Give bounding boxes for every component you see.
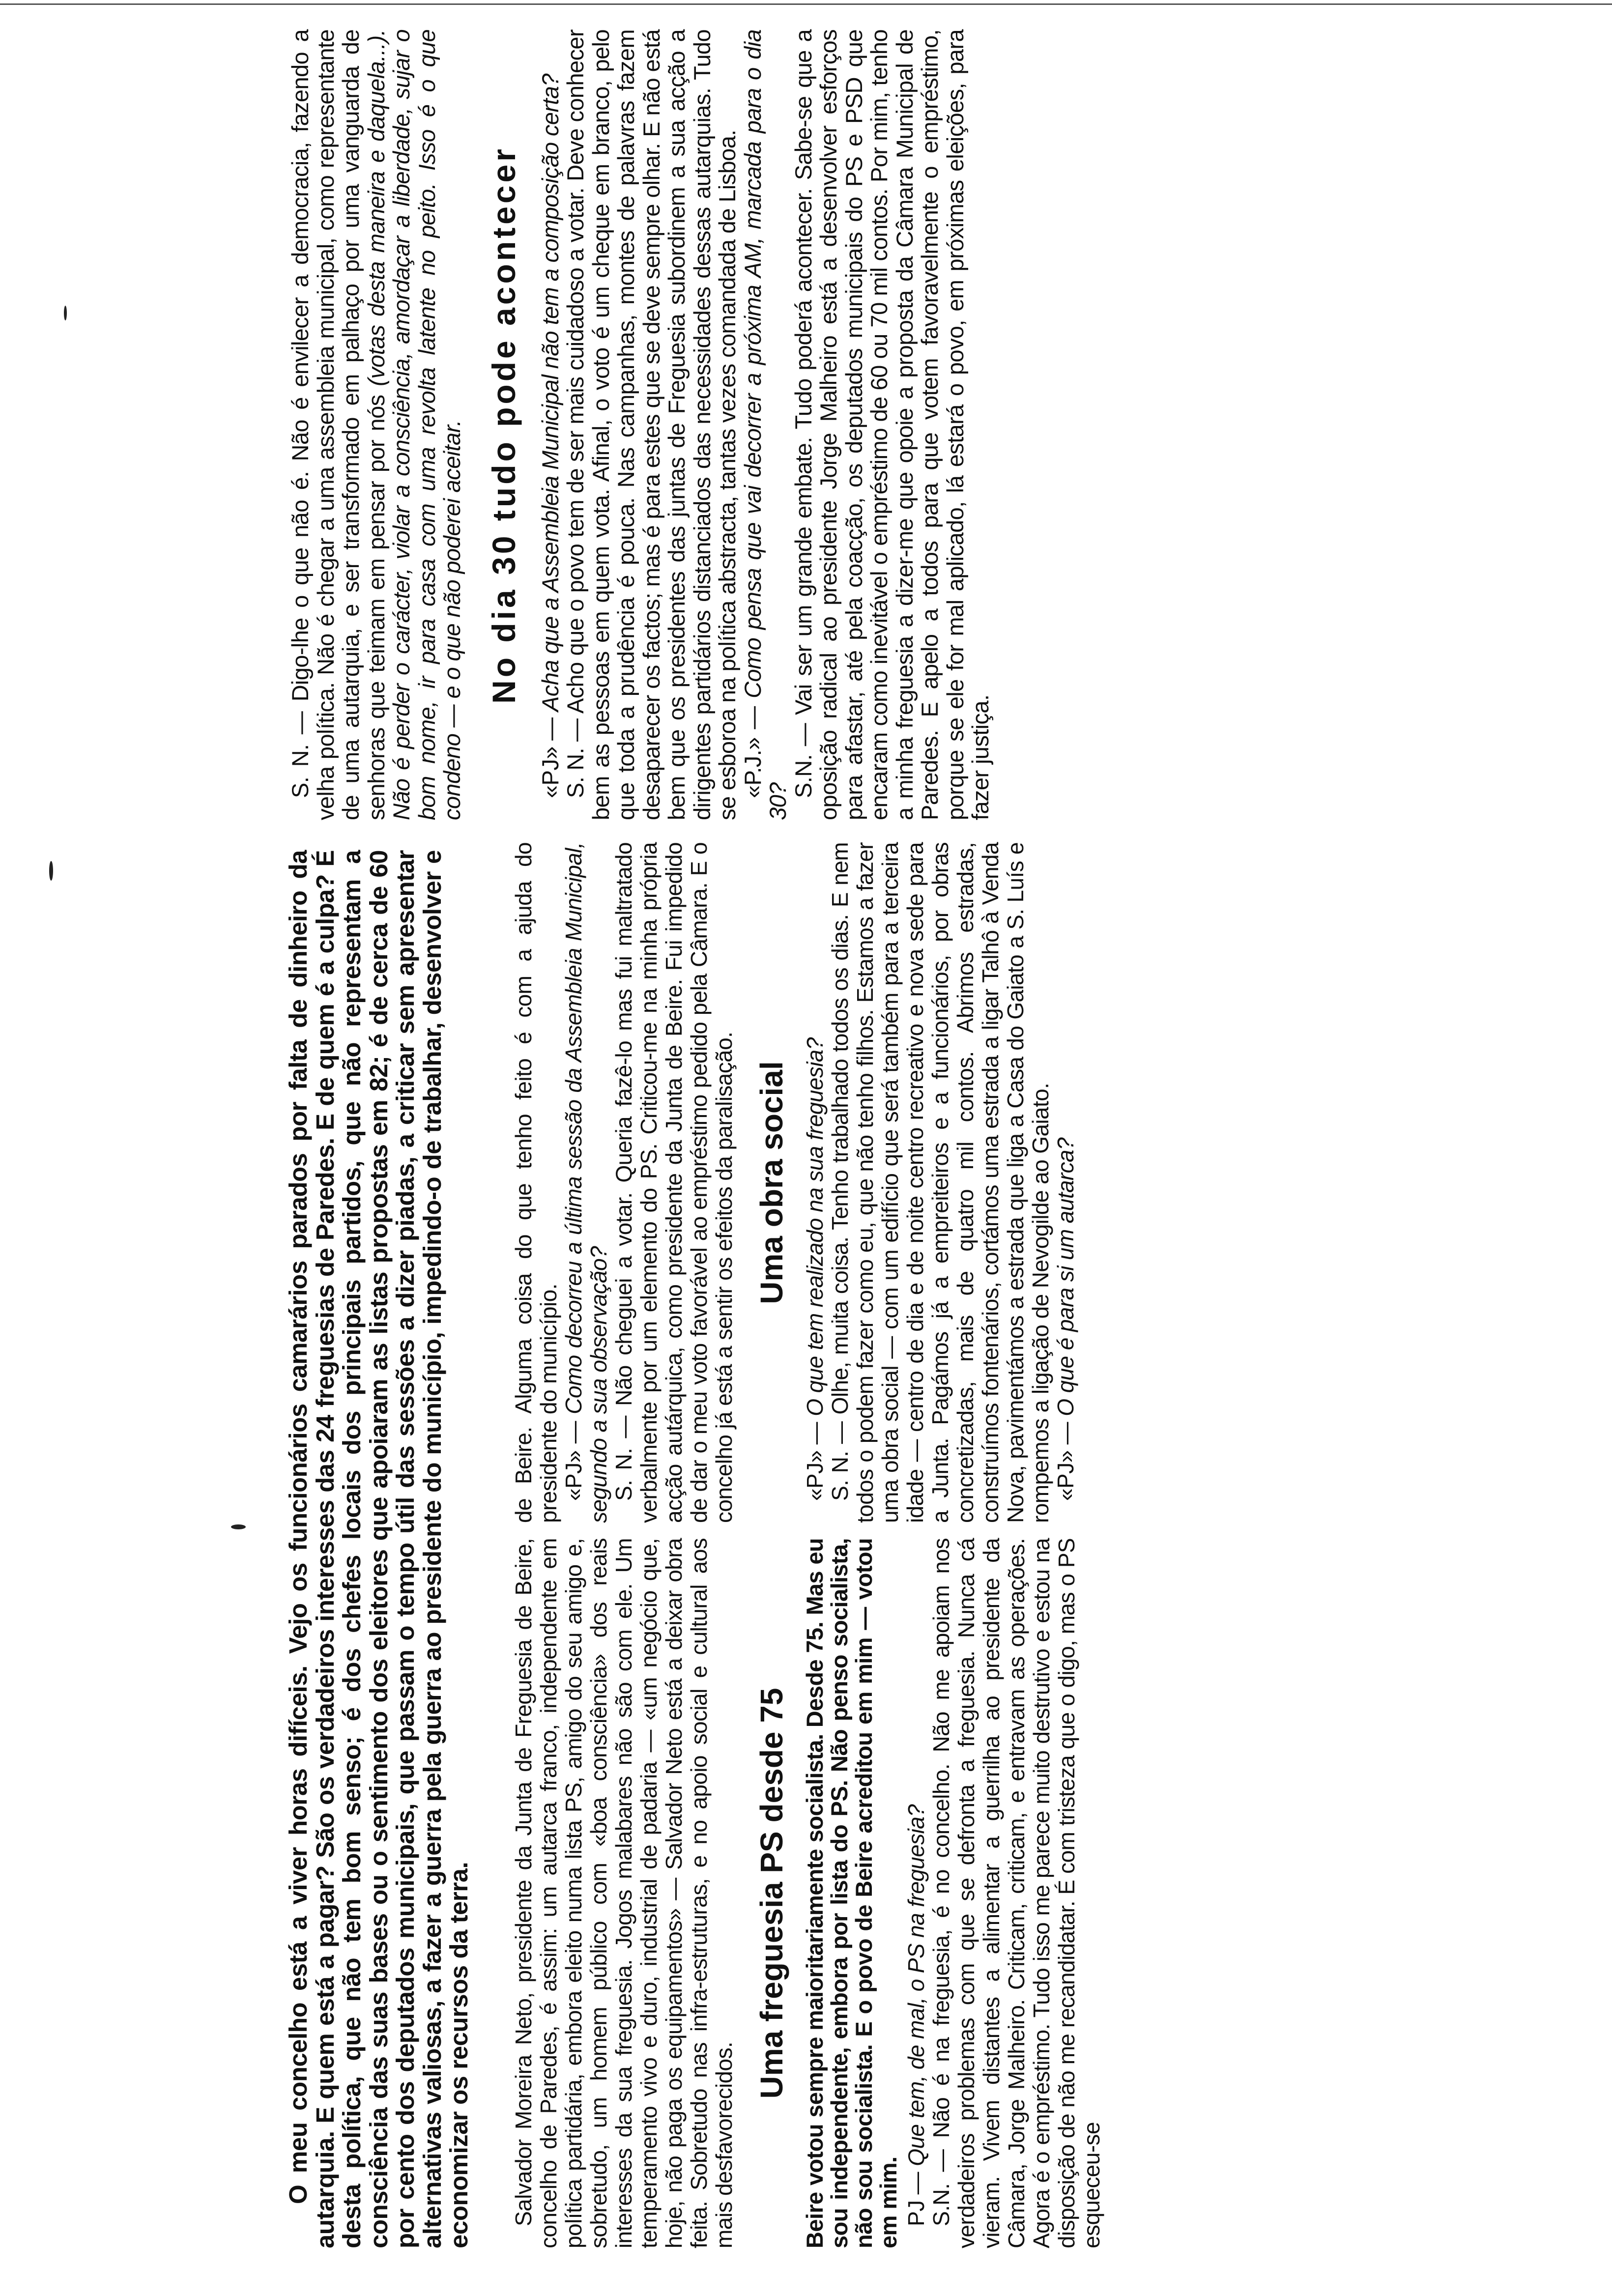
speaker: «P.J.» — [739,698,766,798]
question [1053,842,1078,1523]
question [561,842,611,1523]
section-heading-freguesia: Uma freguesia PS desde 75 [754,1688,789,2099]
intro-paragraph: O meu concelho está a viver horas difíceis. Vejo os funcionários camarários parados por falta de dinheiro da autarquia. E quem está a pagar? São os verdadeiros interesses das 24 freguesias de Paredes. E de quem é a culpa? É desta política, que não tem bom senso; é dos chefes locais dos principais partidos, que não representam a consciência das suas bases ou o sentimento dos eleitores que apoiaram as listas propostas em 82; é de cerca de 60 por cento dos deputados municipais, que passam o tempo útil das sessões a dizer piadas, a criticar sem apresentar alternativas valiosas, a fazer a guerra pela guerra ao presidente do município, impedindo-o de trabalhar, desenvolver e economizar os recursos da terra. [284,850,473,2248]
scan-speck [64,306,67,320]
column-1 [511,1538,1104,2248]
section-heading-dia-30: No dia 30 tudo pode acontecer [485,146,522,704]
answer: S.N. — Não é na freguesia, é no concelho. Não me apoiam nos verdadeiros problemas com que se defronta a freguesia. Nunca cá vieram. Vivem distantes a alimentar a guerrilha ao presidente da Câmara, Jorge Malheiro. Criticam, criticam, e entravam as operações. Agora é o empréstimo. Tudo isso me parece muito destrutivo e estou na disposição de não me recandidatar. É com tristeza que o digo, mas o PS esqueceu-se [928,1538,1104,2248]
question-text: O que é para si um autarca? [1053,1137,1078,1416]
column-2 [511,842,1078,1523]
question-text: Como decorreu a última sessão da Assembleia Municipal, segundo a sua observação? [561,842,611,1523]
question [803,842,828,1523]
continued-paragraph: de Beire. Alguma coisa do que tenho feito é com a ajuda do presidente do município. [511,842,561,1523]
column-3 [288,29,993,820]
lead-paragraph: Beire votou sempre maioritariamente socialista. Desde 75. Mas eu sou independente, embora por lista do PS. Não penso socialista, não sou socialista. E o povo de Beire acreditou em mim — votou em mim. [802,1538,901,2248]
speaker: «PJ» — [802,1416,828,1501]
speaker: «PJ» — [1053,1416,1078,1501]
answer-italic: (votas desta maneira e daquela...). Não é perder o carácter, violar a consciência, amordaçar a liberdade, sujar o bom nome, ir para casa com uma revolta latente no peito. Isso é o que condeno — e o que não poderei aceitar. [363,29,465,820]
answer: S. N. — Não cheguei a votar. Queria fazê-lo mas fui maltratado verbalmente por um elemento do PS. Criticou-me na minha própria acção autárquica, como presidente da Junta de Beire. Fui impedido de dar o meu voto favorável ao empréstimo pedido pela Câmara. E o concelho já está a sentir os efeitos da paralisação. [611,842,737,1523]
answer [288,29,465,820]
question [740,29,791,820]
scan-speck [231,1524,246,1529]
question-text: Como pensa que vai decorrer a próxima AM, marcada para o dia 30? [739,29,791,820]
question-text: Acha que a Assembleia Municipal não tem a composição certa? [537,74,563,712]
scan-edge-line [0,3,1612,5]
speaker: «PJ» — [537,711,563,798]
answer: S.N. — Vai ser um grande embate. Tudo poderá acontecer. Sabe-se que a oposição radical ao presidente Jorge Malheiro está a desenvolver esforços para afastar, até pela coacção, os deputados municipais do PS e PSD que encaram como inevitável o empréstimo de 60 ou 70 mil contos. Por mim, tenho a minha freguesia a dizer-me que opoie a proposta da Câmara Municipal de Paredes. E apelo a todos para que votem favoravelmente o empréstimo, porque se ele for mal aplicado, lá estará o povo, em próximas eleições, para fazer justiça. [790,29,993,820]
section-heading-obra-social: Uma obra social [754,1061,789,1304]
answer: S. N. — Olhe, muita coisa. Tenho trabalhado todos os dias. E nem todos o podem fazer como eu, que não tenho filhos. Estamos a fazer uma obra social — com um edifício que será também para a terceira idade — centro de dia e de noite centro recreativo e nova sede para a Junta. Pagámos já a empreiteiros e a funcionários, por obras concretizadas, mais de quatro mil contos. Abrimos estradas, construímos fontenários, cortámos uma estrada a ligar Talhô à Venda Nova, pavimentámos a estrada que liga a Casa do Gaiato a S. Luís e rompemos a ligação de Nevogilde ao Gaiato. [827,842,1053,1523]
scan-speck [49,861,53,881]
question-text: Que tem, de mal, o PS na freguesia? [903,1804,929,2166]
speaker: «PJ» — [561,1414,586,1501]
answer: S. N. — Acho que o povo tem de ser mais cuidadoso a votar. Deve conhecer bem as pessoas em quem vota. Afinal, o voto é um cheque em branco, pelo que toda a prudência é pouca. Nas campanhas, montes de palavras fazem desaparecer os factos; mas é para estes que se deve sempre olhar. E não está bem que os presidentes das juntas de Freguesia subordinem a sua acção a dirigentes partidários distanciados das necessidades dessas autarquias. Tudo se esboroa na política abstracta, tantas vezes comandada de Lisboa. [562,29,740,820]
profile-paragraph: Salvador Moreira Neto, presidente da Junta de Freguesia de Beire, concelho de Paredes, é assim: um autarca franco, independente em política partidária, embora eleito numa lista PS, amigo do seu amigo e, sobretudo, um homem público com «boa consciência» dos reais interesses da sua freguesia. Jogos malabares não são com ele. Um temperamento vivo e duro, industrial de padaria — «um negócio que, hoje, não paga os equipamentos» — Salvador Neto está a deixar obra feita. Sobretudo nas infra-estruturas, e no apoio social e cultural aos mais desfavorecidos. [511,1538,737,2248]
question [538,29,563,820]
speaker: PJ — [903,2166,929,2226]
answer-text: S. N. — Digo-lhe o que não é. Não é envilecer a democracia, fazendo a velha política. Não é chegar a uma assembleia municipal, como representante de uma autarquia, e ser transformado em palhaço por uma vanguarda de senhoras que teimam em pensar por nós [287,29,389,820]
question-text: O que tem realizado na sua freguesia? [802,1037,828,1416]
question [904,1538,929,2248]
